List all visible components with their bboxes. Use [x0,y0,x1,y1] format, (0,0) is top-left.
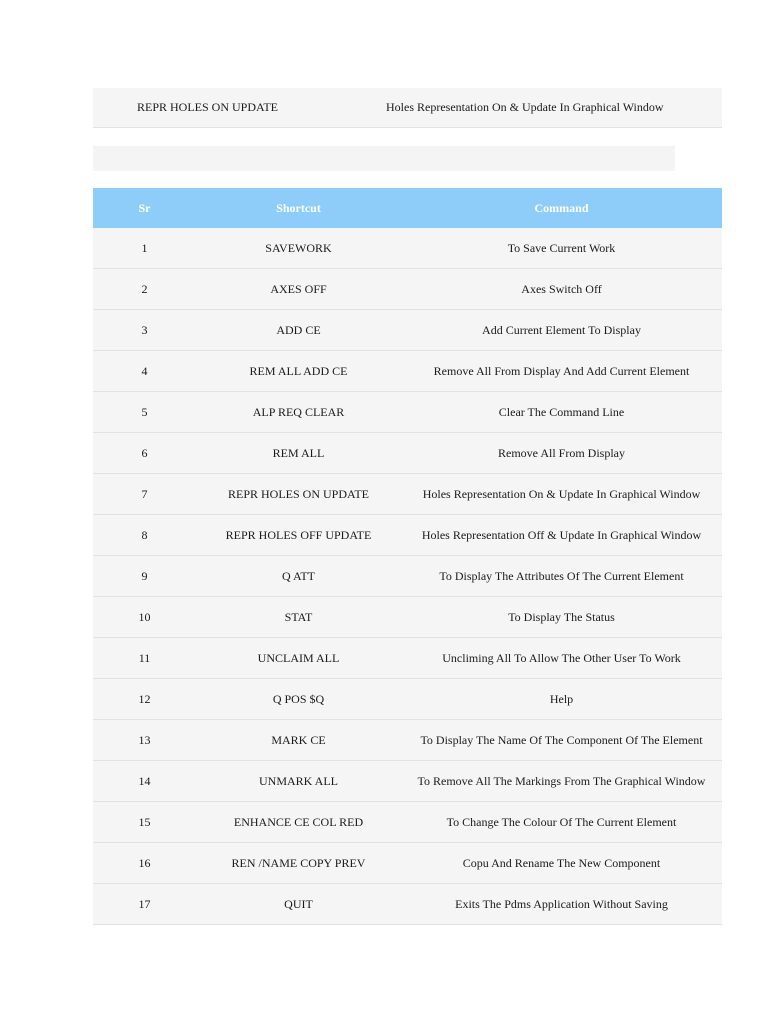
cell-command: Holes Representation On & Update In Graphical Window [401,474,722,515]
cell-sr: 5 [93,392,196,433]
cell-sr: 16 [93,843,196,884]
cell-sr: 17 [93,884,196,925]
cell-command: To Remove All The Markings From The Graphical Window [401,761,722,802]
cell-command: To Display The Attributes Of The Current Element [401,556,722,597]
cell-command: Exits The Pdms Application Without Saving [401,884,722,925]
cell-shortcut: REM ALL ADD CE [196,351,401,392]
cell-shortcut: QUIT [196,884,401,925]
table-row [93,351,722,392]
table-row [93,269,722,310]
table-row [93,310,722,351]
cell-shortcut: STAT [196,597,401,638]
table-row [93,720,722,761]
cell-shortcut: SAVEWORK [196,228,401,269]
cell-command: Axes Switch Off [401,269,722,310]
cell-shortcut: MARK CE [196,720,401,761]
table-row [93,679,722,720]
cell-command: Holes Representation Off & Update In Graphical Window [401,515,722,556]
table-row [93,515,722,556]
table-row [93,392,722,433]
table-row [93,474,722,515]
cell-sr: 10 [93,597,196,638]
table-header-row [93,188,722,228]
table-row [93,802,722,843]
table-row [93,884,722,925]
cell-sr: 14 [93,761,196,802]
table-row [93,228,722,269]
table-row [93,638,722,679]
cell-command: Uncliming All To Allow The Other User To Work [401,638,722,679]
cell-shortcut: ENHANCE CE COL RED [196,802,401,843]
cell-command: Copu And Rename The New Component [401,843,722,884]
header-shortcut: Shortcut [196,188,401,228]
cell-sr: 9 [93,556,196,597]
cell-sr: 11 [93,638,196,679]
shortcut-commands-table [93,188,722,925]
cell-command: Add Current Element To Display [401,310,722,351]
cell-command: To Display The Status [401,597,722,638]
cell-command: Remove All From Display And Add Current Element [401,351,722,392]
cell-command: Help [401,679,722,720]
cell-shortcut: REN /NAME COPY PREV [196,843,401,884]
cell-sr: 13 [93,720,196,761]
cell-shortcut: AXES OFF [196,269,401,310]
header-command: Command [401,188,722,228]
cell-shortcut: REPR HOLES OFF UPDATE [196,515,401,556]
cell-shortcut: REM ALL [196,433,401,474]
table-row [93,433,722,474]
cell-command: Remove All From Display [401,433,722,474]
cell-sr: 15 [93,802,196,843]
top-row-shortcut: REPR HOLES ON UPDATE [137,100,279,114]
previous-table-last-row [93,88,722,128]
header-sr: Sr [93,188,196,228]
cell-shortcut: ALP REQ CLEAR [196,392,401,433]
empty-bar [93,146,675,171]
cell-sr: 2 [93,269,196,310]
cell-sr: 8 [93,515,196,556]
cell-shortcut: Q ATT [196,556,401,597]
cell-shortcut: ADD CE [196,310,401,351]
cell-sr: 4 [93,351,196,392]
cell-sr: 6 [93,433,196,474]
cell-command: To Display The Name Of The Component Of The Element [401,720,722,761]
table-row [93,843,722,884]
cell-sr: 1 [93,228,196,269]
cell-shortcut: REPR HOLES ON UPDATE [196,474,401,515]
table-row [93,597,722,638]
cell-shortcut: Q POS $Q [196,679,401,720]
table-row [93,761,722,802]
cell-sr: 12 [93,679,196,720]
cell-sr: 3 [93,310,196,351]
cell-command: To Change The Colour Of The Current Element [401,802,722,843]
table-row [93,556,722,597]
top-row-command: Holes Representation On & Update In Graphical Window [386,100,664,114]
cell-shortcut: UNMARK ALL [196,761,401,802]
cell-sr: 7 [93,474,196,515]
cell-command: Clear The Command Line [401,392,722,433]
cell-shortcut: UNCLAIM ALL [196,638,401,679]
cell-command: To Save Current Work [401,228,722,269]
